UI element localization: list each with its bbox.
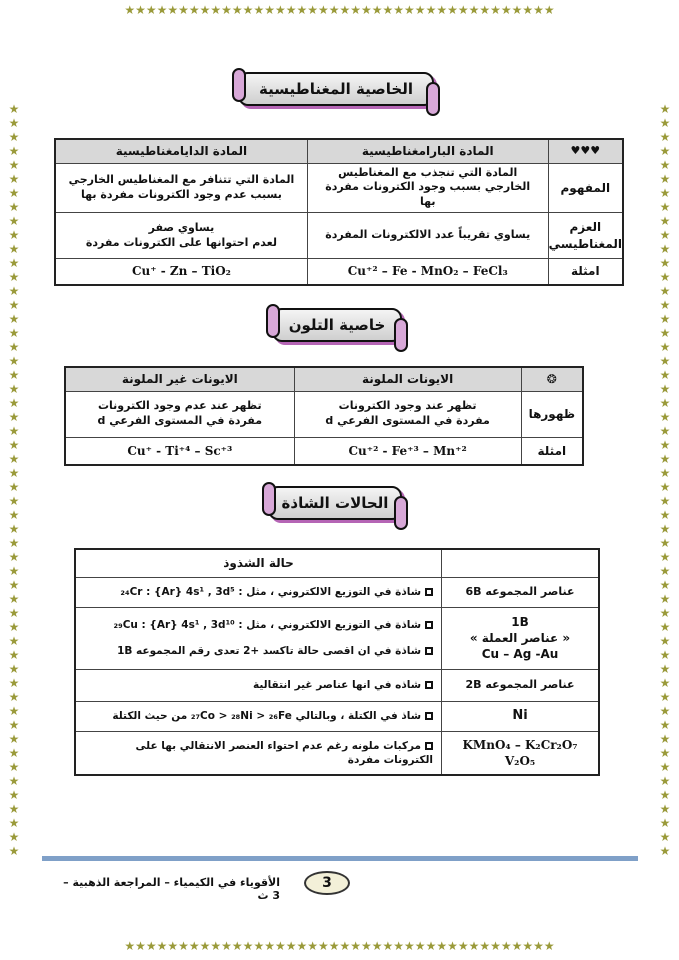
row-label-1b (442, 607, 599, 669)
anomaly-cell (75, 577, 442, 607)
scroll-curl-right (394, 318, 408, 352)
checkbox-icon (425, 681, 433, 689)
col-header-blank (442, 549, 599, 577)
checkbox-icon (425, 621, 433, 629)
page-number: 3 (304, 871, 350, 895)
anomaly-cell (75, 701, 442, 731)
anomaly-text: شاذه في انها عناصر غير انتقالية (252, 678, 422, 691)
row-label-examples: امثلة (521, 437, 583, 465)
row-label-moment: العزم المغناطيسي (548, 213, 623, 259)
checkbox-icon (425, 742, 433, 750)
checkbox-icon (425, 712, 433, 720)
checkbox-icon (425, 647, 433, 655)
scroll-curl-left (232, 68, 246, 102)
corner-hearts: ♥♥♥ (548, 139, 623, 163)
row-label-appearance: ظهورها (521, 391, 583, 437)
row-label-compounds (442, 731, 599, 775)
cell-appear-colored: تظهر عند وجود الكترونات مفردة في المستوى الفرعي d (294, 391, 521, 437)
anomaly-text: شاذة في التوزيع الالكتروني ، مثل : ₂₉Cu : {Ar} 4s¹ , 3d¹⁰ (113, 618, 422, 631)
row-label-6b: عناصر المجموعه 6B (442, 577, 599, 607)
row-label-examples: امثلة (548, 259, 623, 285)
star-border-top: ★★★★★★★★★★★★★★★★★★★★★★★★★★★★★★★★★★★★★★★★ (124, 3, 555, 17)
row-label-ni: Ni (442, 701, 599, 731)
label-line: KMnO₄ – K₂Cr₂O₇ (462, 737, 578, 752)
cell-examples-colored: Cu⁺² - Fe⁺³ – Mn⁺² (294, 437, 521, 465)
cell-appear-colorless: تظهر عند عدم وجود الكترونات مفردة في المستوى الفرعي d (65, 391, 294, 437)
anomalies-table (74, 548, 600, 776)
cell-moment-dia (55, 213, 307, 259)
anomaly-cell (75, 669, 442, 701)
footer-text: الأقوياء في الكيمياء – المراجعة الذهبية – 3 ث (63, 876, 280, 902)
star-border-bottom: ★★★★★★★★★★★★★★★★★★★★★★★★★★★★★★★★★★★★★★★★ (124, 939, 555, 953)
cell-concept-dia: المادة التي تتنافر مع المغناطيس الخارجي بسبب عدم وجود الكترونات مفردة بها (55, 163, 307, 213)
section-title-text: الحالات الشاذة (281, 494, 389, 512)
checkbox-icon (425, 588, 433, 596)
col-header-anomaly: حالة الشذوذ (75, 549, 442, 577)
cell-examples-colorless: Cu⁺ - Ti⁺⁴ – Sc⁺³ (65, 437, 294, 465)
magnetic-table (54, 138, 624, 286)
section-title-magnetic (238, 72, 434, 106)
anomaly-cell (75, 607, 442, 669)
col-header-colored: الايونات الملونة (294, 367, 521, 391)
col-header-paramagnetic: المادة البارامغناطيسية (307, 139, 548, 163)
moment-dia-line2: لعدم احتوانها على الكترونات مفردة (85, 235, 277, 249)
moment-dia-line1: يساوي صفر (148, 220, 215, 234)
color-table (64, 366, 584, 466)
col-header-diamagnetic: المادة الدايامغناطيسية (55, 139, 307, 163)
anomaly-text: شاذة في التوزيع الالكتروني ، مثل : ₂₄Cr : {Ar} 4s¹ , 3d⁵ (120, 585, 422, 598)
label-line: 1B (511, 614, 529, 629)
star-border-left: ★ ★ ★ ★ ★ ★ ★ ★ ★ ★ ★ ★ ★ ★ ★ ★ ★ ★ ★ ★ ★ ★ ★ ★ ★ ★ ★ ★ ★ ★ ★ ★ ★ ★ ★ ★ ★ ★ ★ ★ ★ ★ ★ ★ ★ ★ ★ ★ ★ ★ ★ ★ ★ ★ (8, 102, 20, 858)
anomaly-text: شاذة في ان اقصى حالة تاكسد +2 تعدى رقم المجموعه 1B (117, 645, 422, 657)
row-label-2b: عناصر المجموعه 2B (442, 669, 599, 701)
label-line: « عناصر العملة » (469, 630, 571, 645)
section-title-text: خاصية التلون (288, 316, 386, 334)
cell-moment-para: يساوي تقريباً عدد الالكترونات المفردة (307, 213, 548, 259)
row-label-concept: المفهوم (548, 163, 623, 213)
section-title-text: الخاصية المغناطيسية (259, 80, 413, 98)
anomaly-cell (75, 731, 442, 775)
scroll-curl-right (394, 496, 408, 530)
cell-concept-para: المادة التي تنجذب مع المغناطيس الخارجي بسبب وجود الكترونات مفردة بها (307, 163, 548, 213)
corner-symbol: ❂ (521, 367, 583, 391)
star-border-right: ★ ★ ★ ★ ★ ★ ★ ★ ★ ★ ★ ★ ★ ★ ★ ★ ★ ★ ★ ★ ★ ★ ★ ★ ★ ★ ★ ★ ★ ★ ★ ★ ★ ★ ★ ★ ★ ★ ★ ★ ★ ★ ★ ★ ★ ★ ★ ★ ★ ★ ★ ★ ★ ★ (659, 102, 671, 858)
scroll-curl-left (262, 482, 276, 516)
section-title-anomalies (268, 486, 402, 520)
anomaly-text: مركبات ملونه رغم عدم احتواء العنصر الانتقالي بها على الكترونات مفردة (135, 739, 434, 766)
col-header-colorless: الايونات غير الملونة (65, 367, 294, 391)
scroll-curl-right (426, 82, 440, 116)
label-line: Cu – Ag -Au (481, 647, 559, 662)
anomaly-text: شاذ في الكتلة ، وبالتالي ₂₇Co > ₂₈Ni > ₂₆Fe من حيث الكتلة (112, 709, 422, 722)
cell-examples-dia: Cu⁺ - Zn – TiO₂ (55, 259, 307, 285)
footer-divider (42, 856, 638, 861)
label-line: V₂O₅ (504, 753, 536, 768)
section-title-color (272, 308, 402, 342)
cell-examples-para: Cu⁺² – Fe - MnO₂ – FeCl₃ (307, 259, 548, 285)
scroll-curl-left (266, 304, 280, 338)
